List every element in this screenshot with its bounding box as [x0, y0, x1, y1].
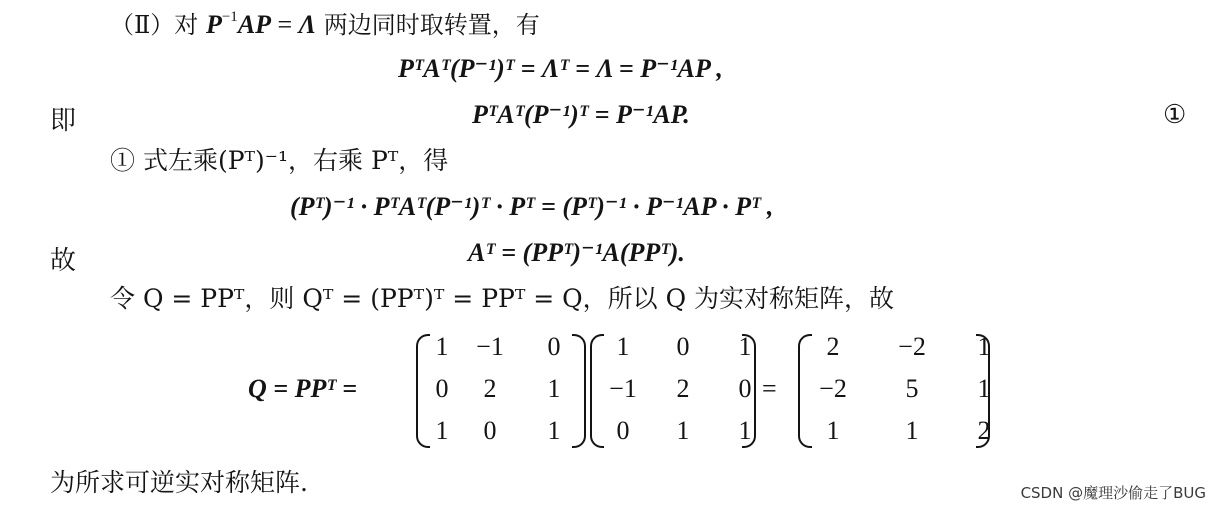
matrix-3	[806, 326, 1004, 452]
symbol-ap: AP	[237, 10, 272, 39]
line-1-suffix: 两边同时取转置，有	[316, 11, 540, 39]
matrix-cell-m1-r2c1: 0	[435, 374, 449, 403]
equation-line-6: Aᵀ = (PPᵀ)⁻¹A(PPᵀ).	[468, 238, 685, 267]
equation-line-5: (Pᵀ)⁻¹ · PᵀAᵀ(P⁻¹)ᵀ · Pᵀ = (Pᵀ)⁻¹ · P⁻¹AP · Pᵀ ,	[290, 192, 774, 221]
matrix-cell-m2-r2c3: 0	[738, 374, 752, 403]
equals-sign: =	[271, 10, 299, 39]
matrix-lhs: Q = PPᵀ =	[248, 374, 358, 403]
matrix-cell-m1-r2c2: 2	[483, 374, 497, 403]
matrix-2-right-bracket	[742, 334, 756, 448]
matrix-cell-m1-r1c1: 1	[435, 332, 449, 361]
matrix-cell-m3-r2c2: 5	[905, 374, 919, 403]
matrix-cell-m3-r1c2: −2	[898, 332, 926, 361]
inverse-superscript: −1	[221, 9, 238, 25]
label-ji: 即	[50, 106, 77, 136]
matrix-cell-m3-r3c2: 1	[905, 416, 919, 445]
line-4: ① 式左乘(Pᵀ)⁻¹，右乘 Pᵀ，得	[110, 146, 449, 175]
line-1	[110, 10, 540, 38]
matrix-1	[426, 326, 586, 452]
equation-line-3: PᵀAᵀ(P⁻¹)ᵀ = P⁻¹AP.	[472, 100, 690, 129]
matrix-cell-m3-r1c3: 1	[977, 332, 991, 361]
matrix-cell-m2-r3c1: 0	[616, 416, 630, 445]
matrix-cell-m1-r1c2: −1	[476, 332, 504, 361]
matrix-cell-m2-r2c2: 2	[676, 374, 690, 403]
csdn-watermark: CSDN @魔理沙偷走了BUG	[1020, 484, 1206, 502]
conclusion-line: 为所求可逆实对称矩阵.	[50, 468, 308, 497]
symbol-p: P	[205, 10, 222, 39]
matrix-1-right-bracket	[572, 334, 586, 448]
matrix-cell-m3-r3c1: 1	[826, 416, 840, 445]
line-1-prefix: （Ⅱ）对	[110, 11, 206, 39]
line-7: 令 Q = PPᵀ，则 Qᵀ = (PPᵀ)ᵀ = PPᵀ = Q，所以 Q 为实对称矩阵，故	[110, 284, 895, 313]
equation-line-2: PᵀAᵀ(P⁻¹)ᵀ = Λᵀ = Λ = P⁻¹AP ,	[398, 54, 723, 83]
equation-marker: ①	[1163, 100, 1187, 130]
matrix-cell-m2-r1c1: 1	[616, 332, 630, 361]
matrix-cell-m1-r2c3: 1	[547, 374, 561, 403]
matrix-cell-m3-r3c3: 2	[977, 416, 991, 445]
matrix-cell-m3-r2c3: 1	[977, 374, 991, 403]
matrix-cell-m3-r2c1: −2	[819, 374, 847, 403]
matrix-cell-m1-r1c3: 0	[547, 332, 561, 361]
matrix-3-right-bracket	[976, 334, 990, 448]
matrix-cell-m2-r1c2: 0	[676, 332, 690, 361]
matrix-cell-m1-r3c1: 1	[435, 416, 449, 445]
matrix-cell-m3-r1c1: 2	[826, 332, 840, 361]
matrix-cell-m2-r1c3: 1	[738, 332, 752, 361]
label-gu: 故	[50, 246, 77, 276]
symbol-lambda: Λ	[298, 10, 317, 39]
matrix-cell-m2-r3c2: 1	[676, 416, 690, 445]
matrix-cell-m2-r2c1: −1	[609, 374, 637, 403]
matrix-equals: =	[762, 374, 777, 403]
matrix-cell-m2-r3c3: 1	[738, 416, 752, 445]
matrix-cell-m1-r3c3: 1	[547, 416, 561, 445]
matrix-cell-m1-r3c2: 0	[483, 416, 497, 445]
